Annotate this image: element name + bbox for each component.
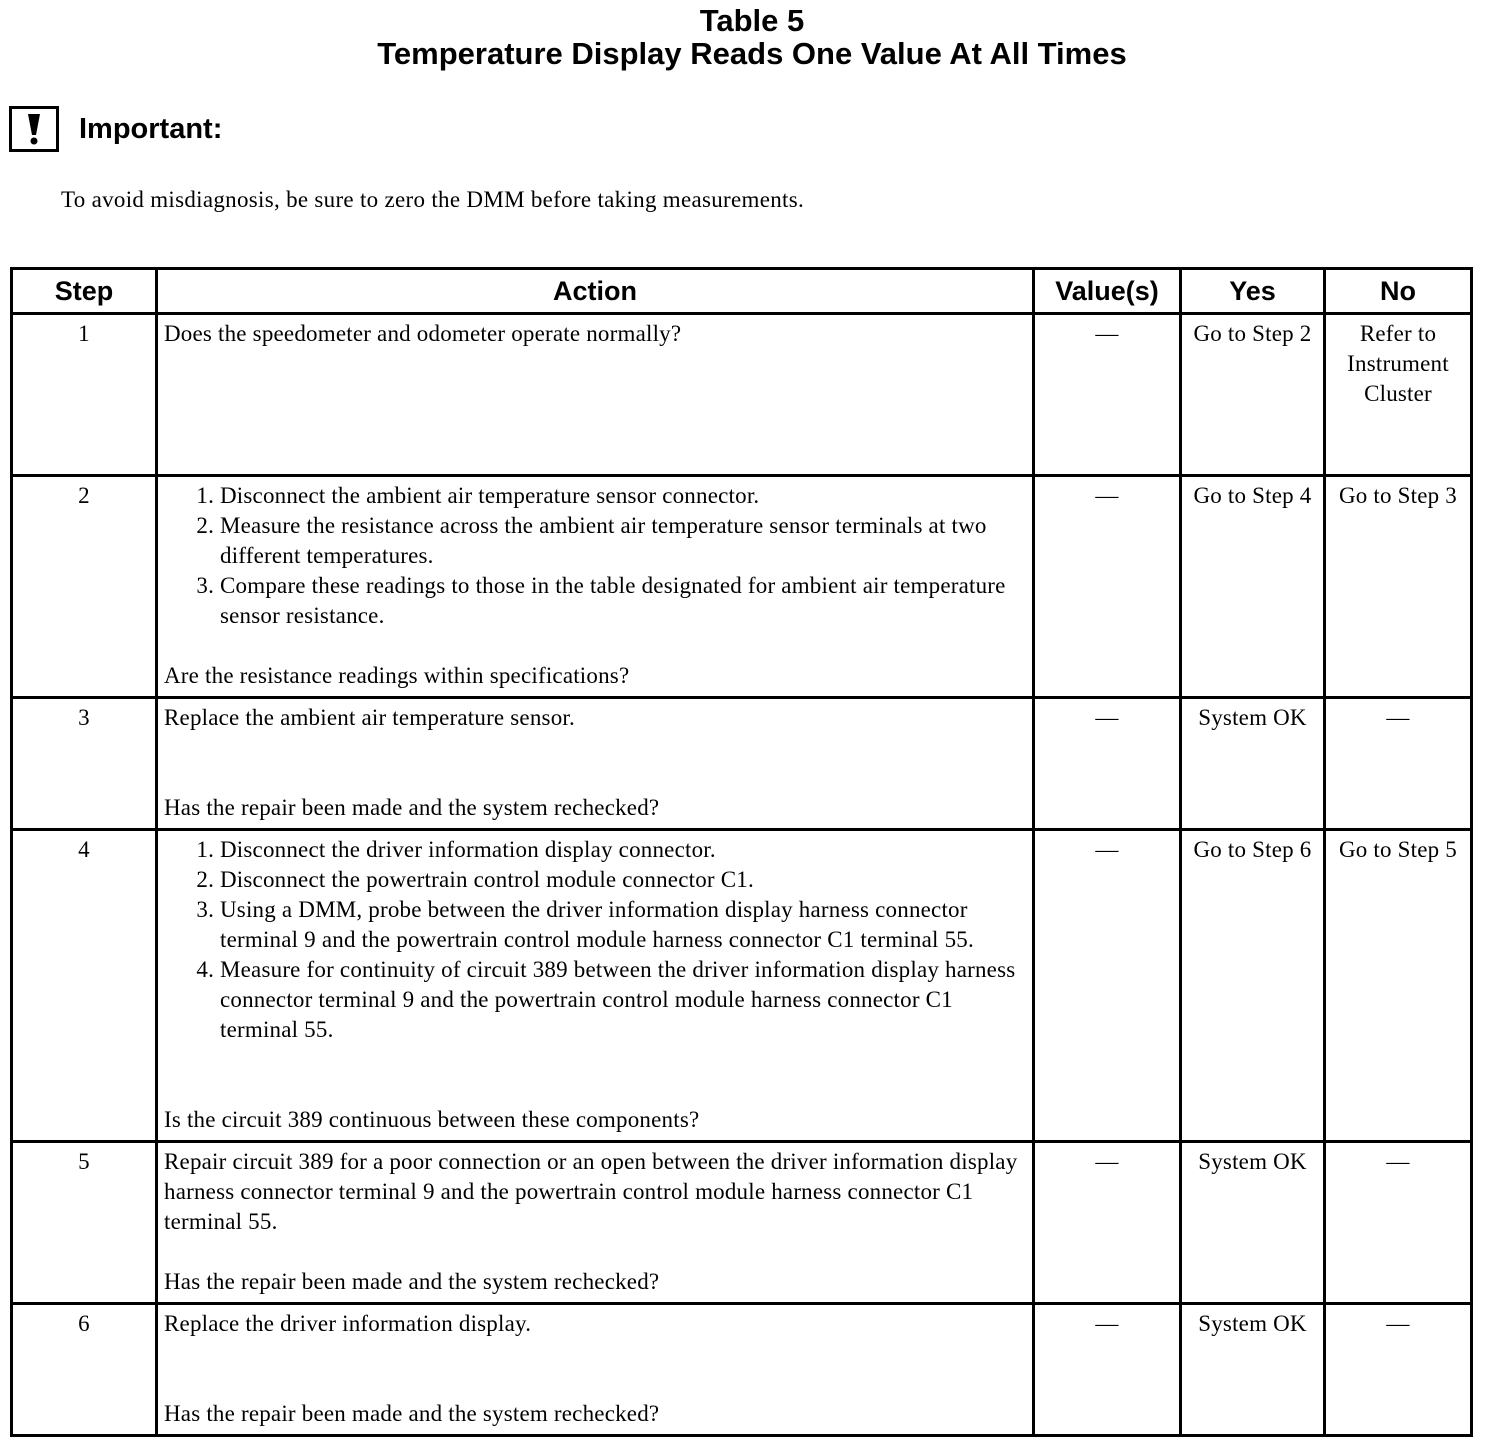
table-row [12, 1142, 1472, 1304]
table-row [12, 476, 1472, 698]
action-step: 3. Using a DMM, probe between the driver information display harness connector terminal 9 and the powertrain control module harness connector C1 terminal 55. [220, 895, 1026, 955]
action-text: Repair circuit 389 for a poor connection or an open between the driver information display harness connector terminal 9 and the powertrain control module harness connector C1 terminal 55. [164, 1149, 1018, 1234]
action-question: Are the resistance readings within specifications? [164, 663, 630, 688]
no-cell: — [1325, 1142, 1472, 1304]
step-number: 5 [12, 1142, 157, 1304]
action-text: Replace the driver information display. [164, 1311, 532, 1336]
important-note: To avoid misdiagnosis, be sure to zero the DMM before taking measurements. [61, 187, 805, 212]
action-step: 3. Compare these readings to those in the table designated for ambient air temperature sensor resistance. [220, 571, 1026, 631]
table-row [12, 698, 1472, 830]
value-cell: — [1034, 698, 1181, 830]
action-cell [157, 1304, 1034, 1436]
action-step: 2. Disconnect the powertrain control module connector C1. [220, 865, 1026, 895]
no-cell: Go to Step 3 [1325, 476, 1472, 698]
diagnostic-table [10, 267, 1473, 1437]
important-label: Important: [79, 112, 223, 145]
action-steps [164, 481, 1026, 631]
step-number: 4 [12, 830, 157, 1142]
page-title: Temperature Display Reads One Value At All Times [377, 36, 1127, 71]
yes-cell: System OK [1181, 1304, 1325, 1436]
step-number: 2 [12, 476, 157, 698]
action-question: Has the repair been made and the system rechecked? [164, 1401, 660, 1426]
value-cell: — [1034, 1142, 1181, 1304]
important-callout [9, 106, 222, 152]
action-step: 1. Disconnect the ambient air temperature sensor connector. [220, 481, 1026, 511]
no-cell: — [1325, 698, 1472, 830]
step-number: 6 [12, 1304, 157, 1436]
table-number: Table 5 [699, 3, 805, 38]
action-question: Has the repair been made and the system rechecked? [164, 795, 660, 820]
action-cell [157, 1142, 1034, 1304]
step-number: 1 [12, 314, 157, 476]
action-steps [164, 835, 1026, 1045]
action-cell [157, 314, 1034, 476]
value-cell: — [1034, 1304, 1181, 1436]
action-question: Does the speedometer and odometer operate normally? [164, 321, 682, 346]
no-cell: — [1325, 1304, 1472, 1436]
no-cell: Refer to Instrument Cluster [1325, 314, 1472, 476]
action-question: Has the repair been made and the system rechecked? [164, 1269, 660, 1294]
table-row [12, 314, 1472, 476]
table-row [12, 1304, 1472, 1436]
header-no: No [1325, 269, 1472, 314]
action-text: Replace the ambient air temperature sensor. [164, 705, 575, 730]
step-number: 3 [12, 698, 157, 830]
header-yes: Yes [1181, 269, 1325, 314]
header-step: Step [12, 269, 157, 314]
value-cell: — [1034, 476, 1181, 698]
yes-cell: Go to Step 6 [1181, 830, 1325, 1142]
action-cell [157, 830, 1034, 1142]
action-question: Is the circuit 389 continuous between these components? [164, 1107, 700, 1132]
action-step: 4. Measure for continuity of circuit 389 between the driver information display harness connector terminal 9 and the powertrain control module harness connector C1 terminal 55. [220, 955, 1026, 1045]
table-header-row [12, 269, 1472, 314]
exclamation-icon [9, 106, 59, 152]
table-row [12, 830, 1472, 1142]
action-step: 1. Disconnect the driver information display connector. [220, 835, 1026, 865]
header-values: Value(s) [1034, 269, 1181, 314]
yes-cell: Go to Step 4 [1181, 476, 1325, 698]
yes-cell: Go to Step 2 [1181, 314, 1325, 476]
no-cell: Go to Step 5 [1325, 830, 1472, 1142]
action-cell [157, 476, 1034, 698]
action-step: 2. Measure the resistance across the ambient air temperature sensor terminals at two different temperatures. [220, 511, 1026, 571]
value-cell: — [1034, 314, 1181, 476]
action-cell [157, 698, 1034, 830]
header-action: Action [157, 269, 1034, 314]
value-cell: — [1034, 830, 1181, 1142]
yes-cell: System OK [1181, 1142, 1325, 1304]
yes-cell: System OK [1181, 698, 1325, 830]
